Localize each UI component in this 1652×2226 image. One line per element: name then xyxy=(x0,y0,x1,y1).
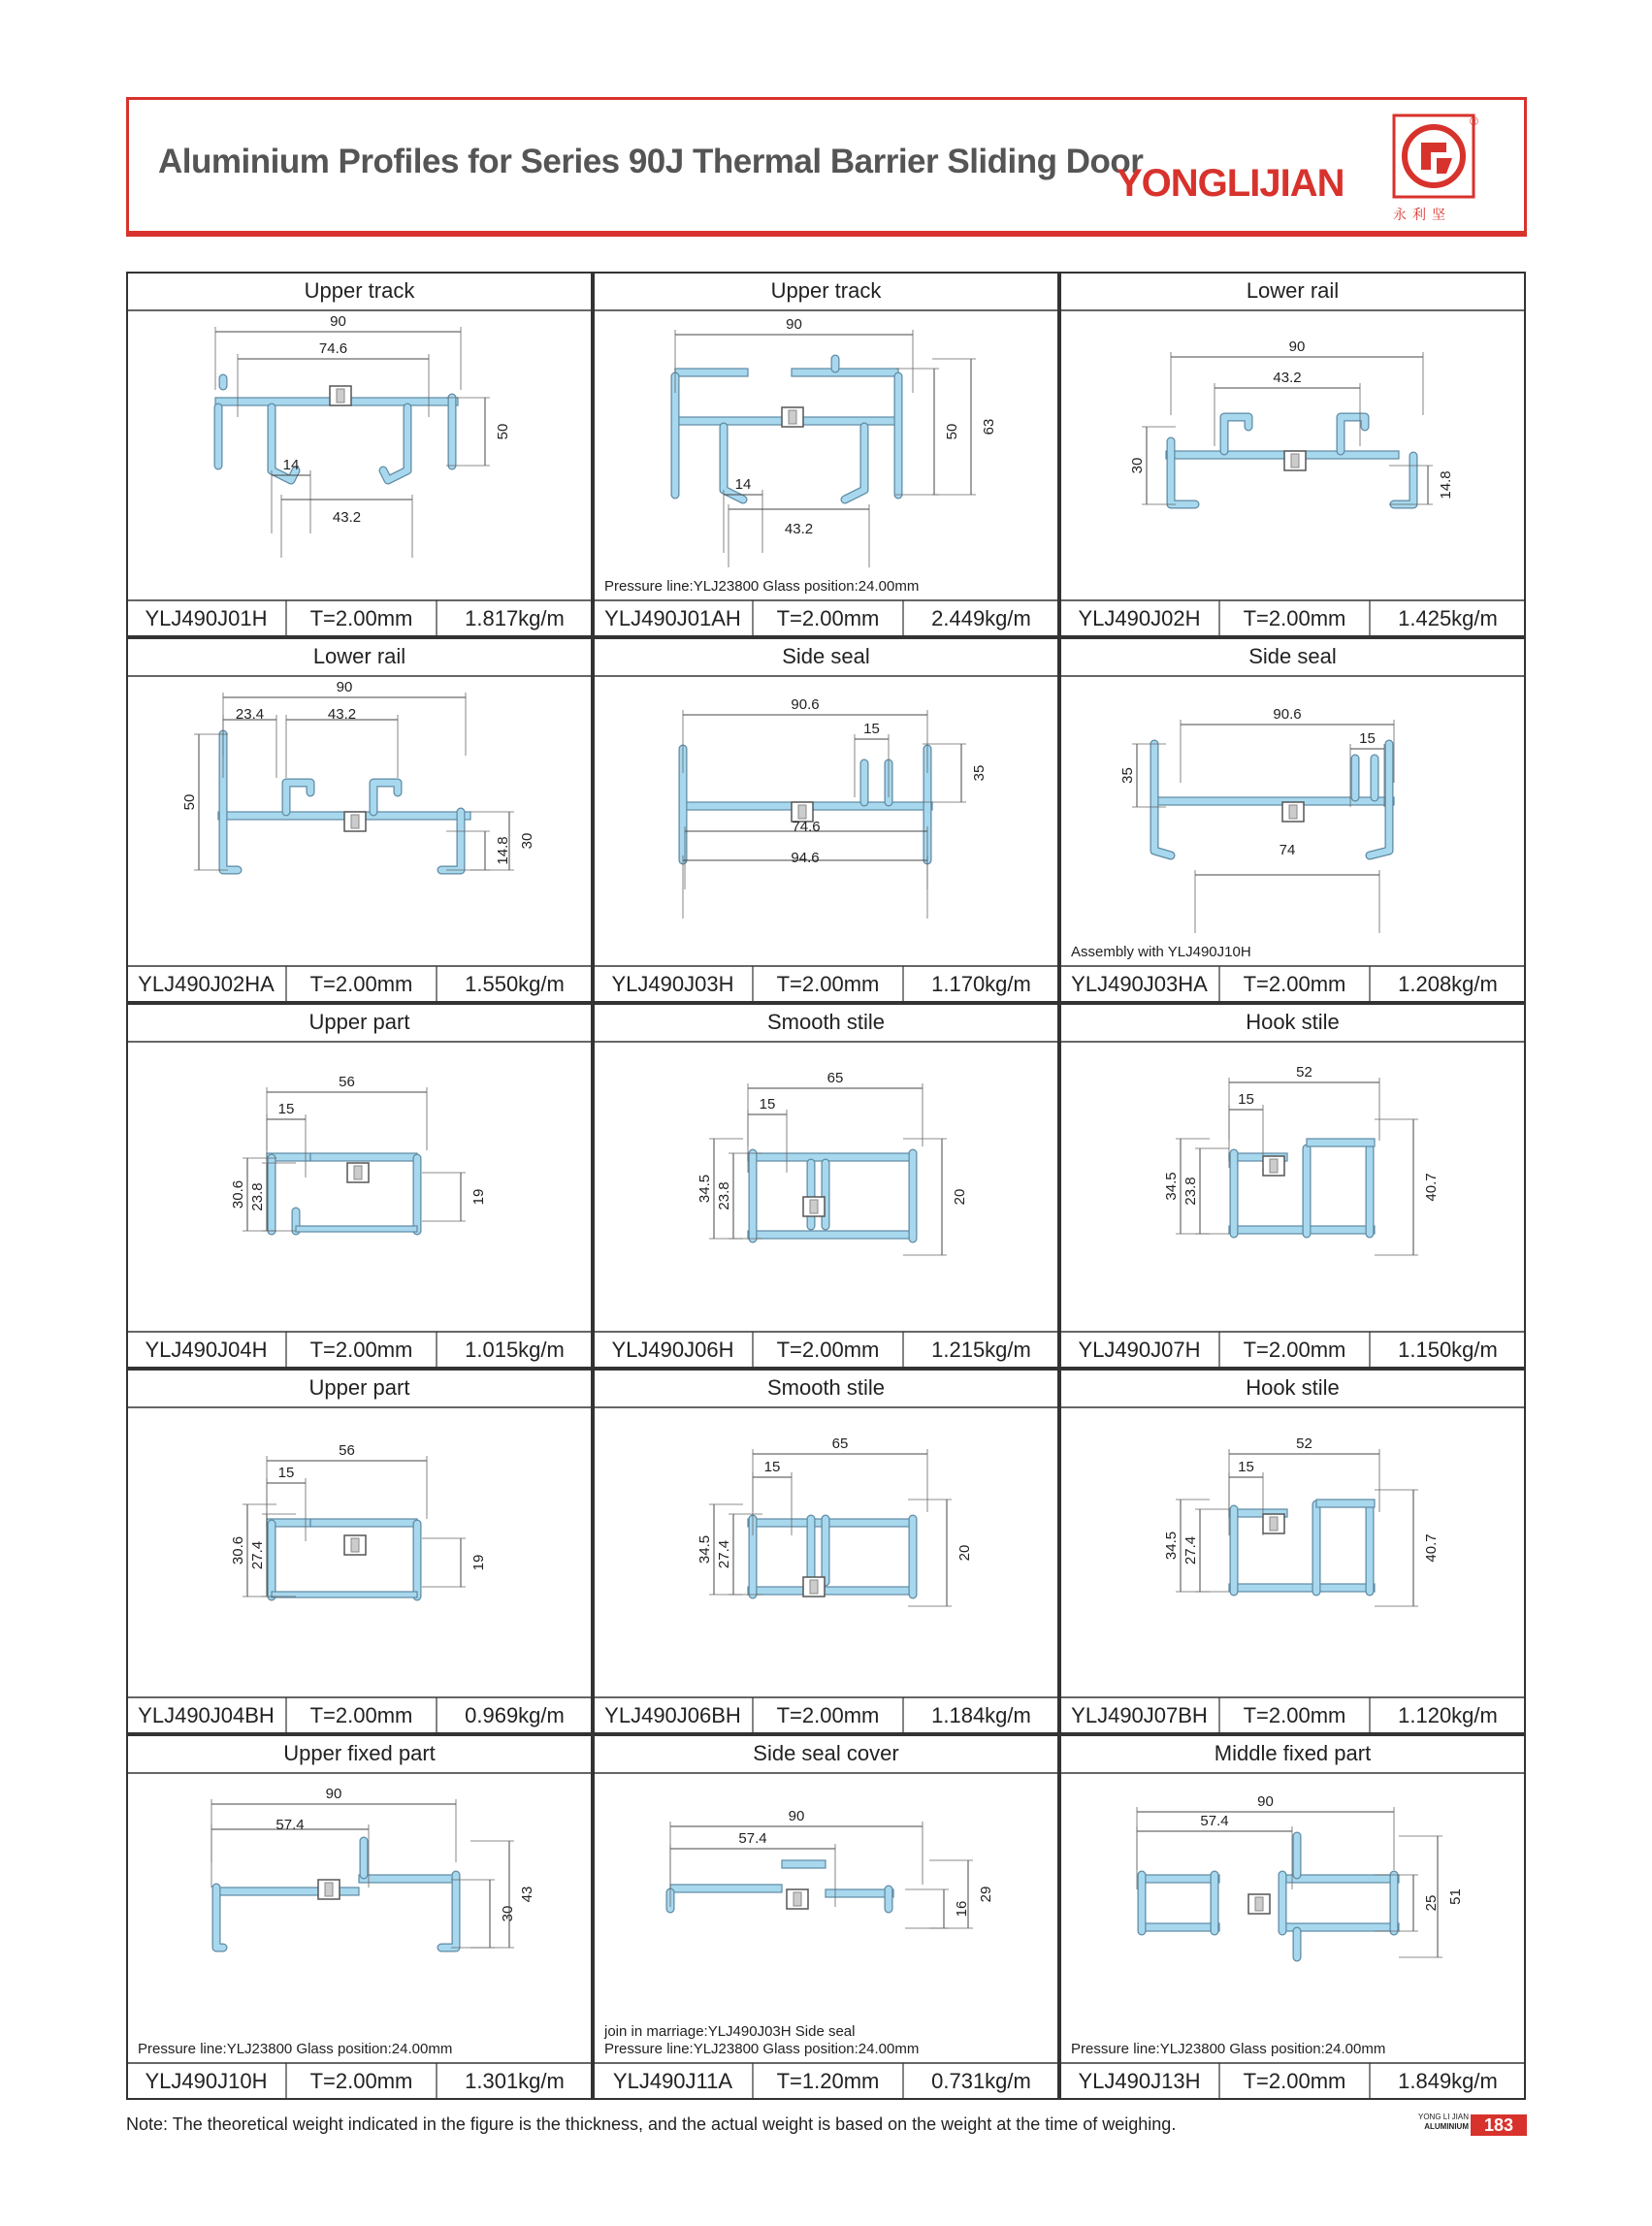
profile-cell xyxy=(1059,1734,1526,2100)
profile-cross-section xyxy=(230,1074,487,1232)
dimension-label: 27.4 xyxy=(716,1539,732,1569)
profile-cell xyxy=(126,1003,593,1369)
dimension-label: 43.2 xyxy=(327,706,357,723)
profile-thickness: T=2.00mm xyxy=(776,972,880,996)
dimension-label: 19 xyxy=(470,1554,487,1571)
dimension-label: 30 xyxy=(519,832,535,850)
profile-cross-section xyxy=(211,1786,535,1948)
dimension-label: 90 xyxy=(788,1808,805,1824)
dimension-label: 34.5 xyxy=(696,1174,713,1204)
dimension-label: 27.4 xyxy=(249,1540,266,1570)
dimension-label: 50 xyxy=(495,423,511,440)
profile-thickness: T=2.00mm xyxy=(776,1338,880,1362)
thermal-barrier-strip xyxy=(318,1880,340,1899)
thermal-barrier-strip xyxy=(1282,802,1304,822)
profile-note: Pressure line:YLJ23800 Glass position:24.00mm xyxy=(1071,2041,1386,2057)
profile-cell xyxy=(1059,637,1526,1003)
profile-cell xyxy=(1059,1369,1526,1734)
profile-drawing xyxy=(1059,1003,1526,1369)
profile-cross-section xyxy=(675,316,997,567)
profile-cell xyxy=(593,272,1059,637)
profile-cell xyxy=(1059,272,1526,637)
profile-cell xyxy=(126,637,593,1003)
dimension-label: 23.4 xyxy=(235,706,265,723)
profile-title: Upper track xyxy=(770,278,882,303)
brand-chinese: 永利坚 xyxy=(1393,207,1451,222)
dimension-label: 34.5 xyxy=(1163,1531,1180,1561)
dimension-label: 15 xyxy=(1359,730,1376,747)
header-underline xyxy=(126,231,1527,237)
dimension-label: 74 xyxy=(1279,842,1296,858)
brand-name: YONGLIJIAN xyxy=(1117,162,1344,205)
profile-thickness: T=2.00mm xyxy=(1243,972,1346,996)
dimension-label: 90.6 xyxy=(791,696,820,713)
svg-text:®: ® xyxy=(1470,114,1478,128)
profile-title: Smooth stile xyxy=(766,1375,886,1400)
dimension-label: 29 xyxy=(978,1886,994,1903)
profile-title: Lower rail xyxy=(312,644,406,668)
profile-code: YLJ490J01H xyxy=(145,606,268,630)
dimension-label: 15 xyxy=(277,1101,295,1117)
profile-drawing xyxy=(126,1369,593,1734)
profile-drawing xyxy=(126,637,593,1003)
dimension-label: 15 xyxy=(1238,1459,1254,1475)
profile-note: Pressure line:YLJ23800 Glass position:24.00mm xyxy=(604,578,920,595)
profile-weight: 2.449kg/m xyxy=(931,606,1031,630)
profile-title: Upper part xyxy=(308,1010,410,1034)
dimension-label: 14 xyxy=(282,457,300,473)
dimension-label: 65 xyxy=(826,1070,844,1086)
dimension-label: 14 xyxy=(734,476,752,493)
dimension-label: 65 xyxy=(831,1436,849,1452)
profile-weight: 1.208kg/m xyxy=(1398,972,1498,996)
profile-thickness: T=2.00mm xyxy=(1243,606,1346,630)
profile-weight: 1.150kg/m xyxy=(1398,1338,1498,1362)
profile-drawing xyxy=(126,1003,593,1369)
profile-cross-section xyxy=(181,679,535,870)
dimension-label: 14.8 xyxy=(495,836,511,865)
dimension-label: 50 xyxy=(944,423,960,440)
profile-cross-section xyxy=(230,1442,487,1597)
thermal-barrier-strip xyxy=(787,1889,808,1909)
thermal-barrier-strip xyxy=(782,407,803,427)
dimension-label: 56 xyxy=(339,1074,355,1090)
profile-title: Side seal xyxy=(1248,644,1337,668)
dimension-label: 90.6 xyxy=(1273,706,1302,723)
profile-code: YLJ490J13H xyxy=(1078,2069,1201,2093)
dimension-label: 90 xyxy=(336,679,353,695)
profile-cross-section xyxy=(1163,1064,1440,1255)
profile-code: YLJ490J03H xyxy=(611,972,734,996)
profile-cross-section xyxy=(670,1808,994,1928)
profile-cell xyxy=(126,1734,593,2100)
footer-brand: YONG LI JIAN ALUMINIUM xyxy=(1417,2113,1469,2131)
profile-thickness: T=2.00mm xyxy=(776,606,880,630)
profile-cell xyxy=(126,272,593,637)
dimension-label: 40.7 xyxy=(1423,1173,1440,1202)
profile-code: YLJ490J02H xyxy=(1078,606,1201,630)
thermal-barrier-strip xyxy=(803,1197,825,1216)
dimension-label: 57.4 xyxy=(738,1830,767,1847)
profile-code: YLJ490J04BH xyxy=(138,1703,275,1727)
profile-code: YLJ490J01AH xyxy=(604,606,741,630)
profile-code: YLJ490J11A xyxy=(612,2069,733,2093)
profile-thickness: T=2.00mm xyxy=(309,972,413,996)
profile-weight: 1.849kg/m xyxy=(1398,2069,1498,2093)
profile-cross-section xyxy=(215,313,511,558)
profile-weight: 1.550kg/m xyxy=(465,972,565,996)
dimension-label: 74.6 xyxy=(792,819,821,835)
profile-drawing xyxy=(1059,1369,1526,1734)
thermal-barrier-strip xyxy=(1248,1894,1270,1914)
profile-note: Pressure line:YLJ23800 Glass position:24.00mm xyxy=(138,2041,453,2057)
dimension-label: 74.6 xyxy=(318,340,348,357)
profile-cross-section xyxy=(696,1436,973,1606)
profile-drawing xyxy=(593,637,1059,1003)
profile-cross-section xyxy=(1129,339,1454,504)
dimension-label: 56 xyxy=(339,1442,355,1459)
dimension-label: 90 xyxy=(1257,1793,1274,1810)
dimension-label: 30.6 xyxy=(230,1535,246,1565)
dimension-label: 20 xyxy=(952,1188,968,1206)
profile-thickness: T=2.00mm xyxy=(309,606,413,630)
profile-weight: 1.817kg/m xyxy=(465,606,565,630)
dimension-label: 15 xyxy=(759,1096,776,1113)
page-number: 183 xyxy=(1471,2114,1527,2136)
profile-thickness: T=2.00mm xyxy=(776,1703,880,1727)
profile-thickness: T=2.00mm xyxy=(309,1703,413,1727)
dimension-label: 15 xyxy=(277,1465,295,1481)
dimension-label: 57.4 xyxy=(275,1817,305,1833)
profile-weight: 1.120kg/m xyxy=(1398,1703,1498,1727)
profile-weight: 1.425kg/m xyxy=(1398,606,1498,630)
footnote: Note: The theoretical weight indicated in the figure is the thickness, and the actual weight is based on the weight at the time of weighing. xyxy=(126,2114,1177,2134)
dimension-label: 30 xyxy=(1129,457,1146,474)
dimension-label: 43 xyxy=(519,1886,535,1903)
dimension-label: 40.7 xyxy=(1423,1533,1440,1563)
profile-drawing xyxy=(1059,272,1526,637)
dimension-label: 52 xyxy=(1296,1436,1312,1452)
profile-thickness: T=1.20mm xyxy=(776,2069,880,2093)
page-header xyxy=(126,97,1527,235)
profile-cross-section xyxy=(1119,706,1394,933)
profile-title: Hook stile xyxy=(1246,1375,1340,1400)
dimension-label: 34.5 xyxy=(696,1534,713,1565)
dimension-label: 15 xyxy=(863,721,880,737)
dimension-label: 51 xyxy=(1447,1888,1464,1905)
dimension-label: 20 xyxy=(956,1544,973,1562)
profile-note: Assembly with YLJ490J10H xyxy=(1071,944,1251,960)
profile-cell xyxy=(126,1369,593,1734)
profile-weight: 1.170kg/m xyxy=(931,972,1031,996)
profile-cross-section xyxy=(1163,1436,1440,1606)
dimension-label: 90 xyxy=(330,313,346,330)
thermal-barrier-strip xyxy=(344,1535,366,1555)
profile-thickness: T=2.00mm xyxy=(309,2069,413,2093)
profile-cross-section xyxy=(680,696,988,919)
profile-weight: 1.301kg/m xyxy=(465,2069,565,2093)
profile-thickness: T=2.00mm xyxy=(1243,2069,1346,2093)
profile-weight: 0.731kg/m xyxy=(931,2069,1031,2093)
profile-weight: 1.215kg/m xyxy=(931,1338,1031,1362)
profile-title: Upper fixed part xyxy=(283,1741,436,1765)
profile-title: Upper part xyxy=(308,1375,410,1400)
dimension-label: 23.8 xyxy=(716,1181,732,1210)
profile-drawing xyxy=(593,1003,1059,1369)
dimension-label: 23.8 xyxy=(249,1182,266,1211)
thermal-barrier-strip xyxy=(344,812,366,831)
dimension-label: 16 xyxy=(954,1900,970,1918)
dimension-label: 43.2 xyxy=(784,521,814,537)
profile-code: YLJ490J03HA xyxy=(1071,972,1208,996)
dimension-label: 35 xyxy=(1119,767,1136,784)
dimension-label: 63 xyxy=(981,418,997,436)
profile-thickness: T=2.00mm xyxy=(1243,1703,1346,1727)
profile-thickness: T=2.00mm xyxy=(1243,1338,1346,1362)
profile-cell xyxy=(593,1003,1059,1369)
dimension-label: 14.8 xyxy=(1438,470,1454,500)
profile-note: Pressure line:YLJ23800 Glass position:24.00mm xyxy=(604,2041,920,2057)
profile-cell xyxy=(593,1369,1059,1734)
profile-code: YLJ490J02HA xyxy=(138,972,275,996)
profile-thickness: T=2.00mm xyxy=(309,1338,413,1362)
profile-title: Smooth stile xyxy=(766,1010,886,1034)
dimension-label: 43.2 xyxy=(1273,370,1302,386)
profile-code: YLJ490J10H xyxy=(145,2069,268,2093)
dimension-label: 57.4 xyxy=(1200,1813,1229,1829)
dimension-label: 50 xyxy=(181,793,198,811)
profile-grid xyxy=(126,272,1527,2100)
profile-cell xyxy=(1059,1003,1526,1369)
thermal-barrier-strip xyxy=(803,1577,825,1597)
profile-title: Middle fixed part xyxy=(1214,1741,1372,1765)
thermal-barrier-strip xyxy=(347,1163,369,1182)
thermal-barrier-strip xyxy=(1263,1514,1284,1533)
profile-cell xyxy=(593,1734,1059,2100)
profile-drawing xyxy=(126,272,593,637)
profile-title: Upper track xyxy=(304,278,415,303)
profile-title: Lower rail xyxy=(1246,278,1340,303)
profile-code: YLJ490J06BH xyxy=(604,1703,741,1727)
dimension-label: 43.2 xyxy=(332,509,362,526)
profile-title: Side seal cover xyxy=(753,1741,899,1765)
dimension-label: 25 xyxy=(1423,1894,1440,1912)
dimension-label: 35 xyxy=(971,764,988,782)
profile-title: Side seal xyxy=(782,644,870,668)
profile-drawing xyxy=(593,1369,1059,1734)
profile-cross-section xyxy=(696,1070,968,1255)
dimension-label: 52 xyxy=(1296,1064,1312,1081)
dimension-label: 30 xyxy=(500,1905,516,1922)
profile-title: Hook stile xyxy=(1246,1010,1340,1034)
profile-cell xyxy=(593,637,1059,1003)
dimension-label: 94.6 xyxy=(791,850,820,866)
dimension-label: 30.6 xyxy=(230,1179,246,1210)
dimension-label: 90 xyxy=(1288,339,1306,355)
profile-weight: 1.015kg/m xyxy=(465,1338,565,1362)
profile-note: join in marriage:YLJ490J03H Side seal xyxy=(604,2023,856,2040)
thermal-barrier-strip xyxy=(1263,1156,1284,1176)
profile-weight: 1.184kg/m xyxy=(931,1703,1031,1727)
profile-code: YLJ490J06H xyxy=(611,1338,734,1362)
thermal-barrier-strip xyxy=(1284,451,1306,470)
dimension-label: 23.8 xyxy=(1182,1177,1199,1206)
profile-code: YLJ490J07H xyxy=(1078,1338,1201,1362)
profile-weight: 0.969kg/m xyxy=(465,1703,565,1727)
dimension-label: 15 xyxy=(763,1459,781,1475)
page-title: Aluminium Profiles for Series 90J Thermal Barrier Sliding Door xyxy=(158,143,1144,180)
profile-code: YLJ490J04H xyxy=(145,1338,268,1362)
dimension-label: 90 xyxy=(786,316,802,333)
thermal-barrier-strip xyxy=(330,386,351,405)
dimension-label: 15 xyxy=(1238,1091,1254,1108)
dimension-label: 90 xyxy=(325,1786,342,1802)
dimension-label: 19 xyxy=(470,1188,487,1206)
profile-cross-section xyxy=(1137,1793,1464,1957)
dimension-label: 27.4 xyxy=(1182,1535,1199,1565)
dimension-label: 34.5 xyxy=(1163,1172,1180,1201)
profile-code: YLJ490J07BH xyxy=(1071,1703,1208,1727)
